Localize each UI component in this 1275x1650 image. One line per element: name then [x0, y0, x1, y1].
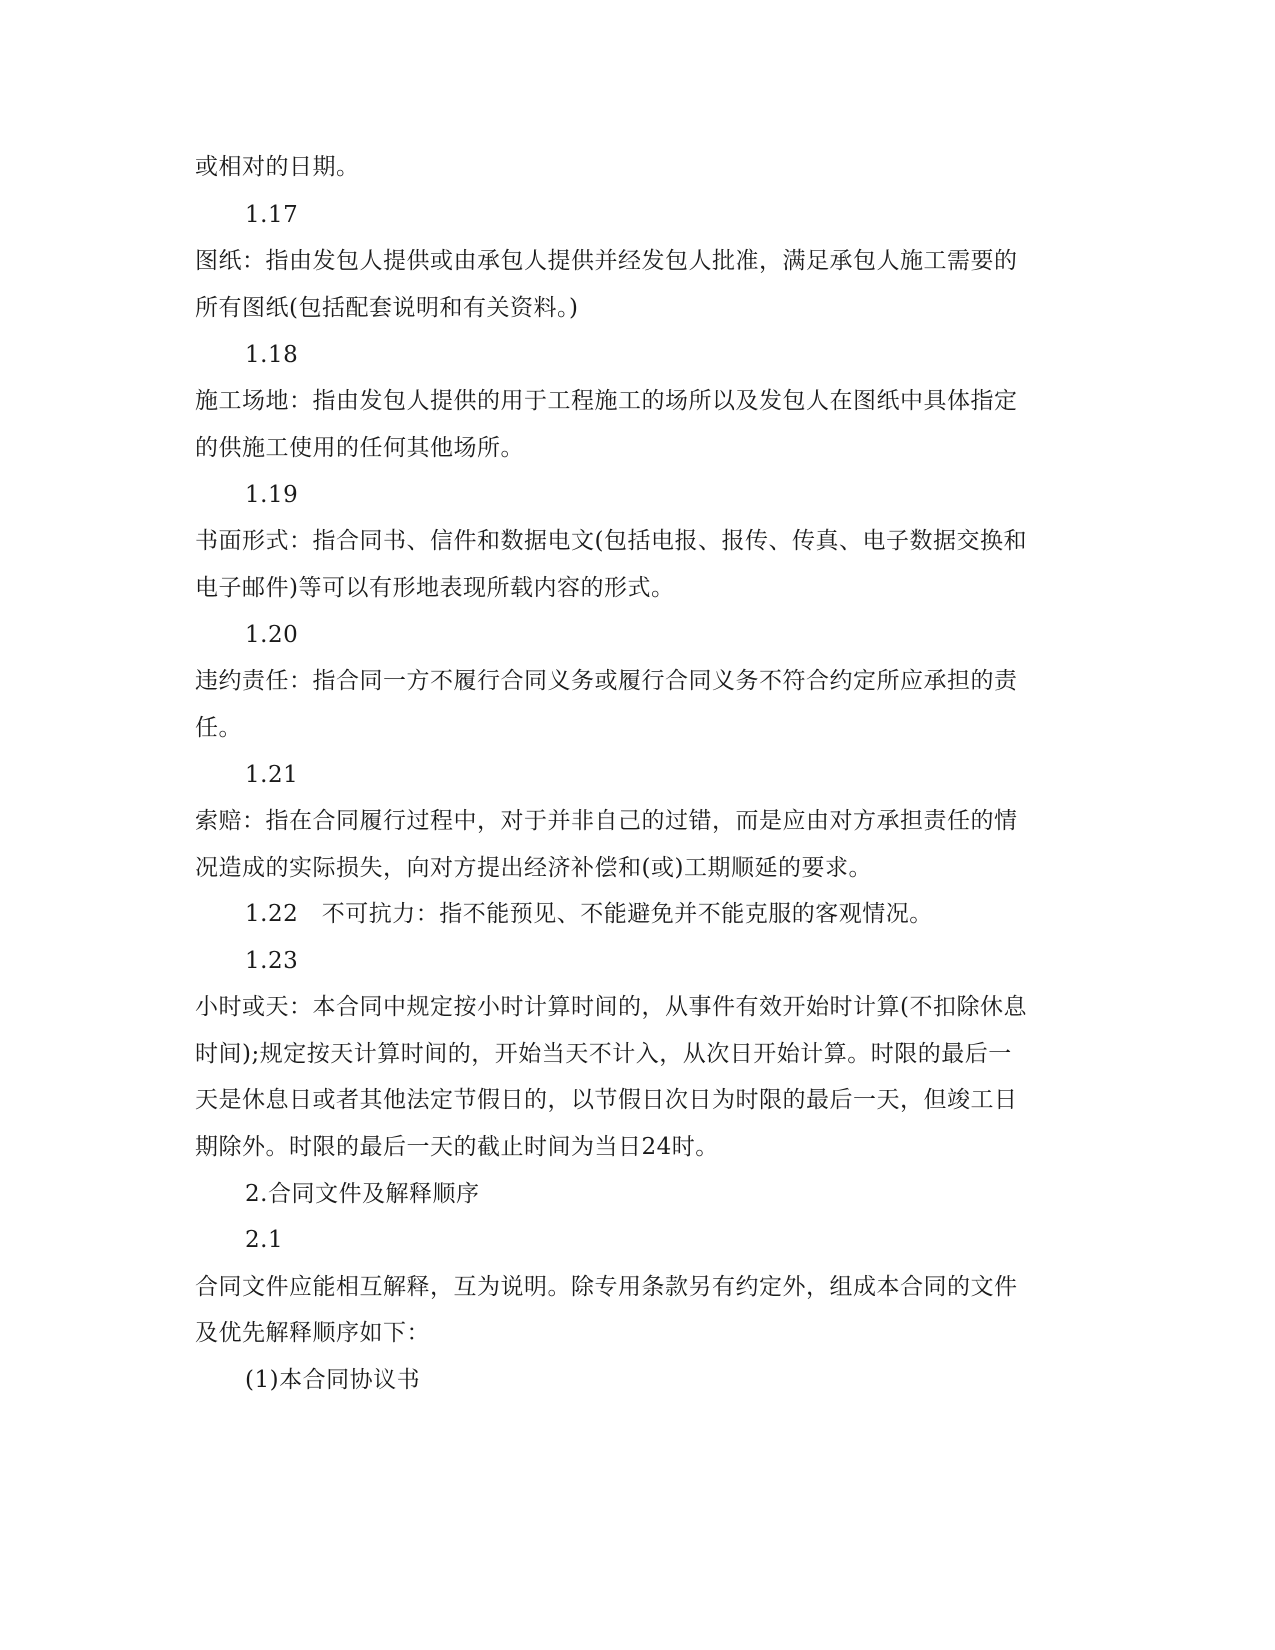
text-line: 合同文件应能相互解释，互为说明。除专用条款另有约定外，组成本合同的文件	[195, 1274, 1018, 1300]
text-line: 违约责任：指合同一方不履行合同义务或履行合同义务不符合约定所应承担的责	[195, 668, 1018, 694]
clause-number: 1.21	[245, 762, 299, 788]
text-line: 的供施工使用的任何其他场所。	[195, 435, 524, 461]
clause-number: 1.18	[245, 342, 299, 368]
list-item: (1)本合同协议书	[245, 1367, 421, 1393]
text-line: 施工场地：指由发包人提供的用于工程施工的场所以及发包人在图纸中具体指定	[195, 388, 1018, 414]
clause-line: 1.22 不可抗力：指不能预见、不能避免并不能克服的客观情况。	[245, 901, 933, 927]
text-line: 或相对的日期。	[195, 154, 360, 180]
text-line: 索赔：指在合同履行过程中，对于并非自己的过错，而是应由对方承担责任的情	[195, 808, 1018, 834]
clause-number: 1.19	[245, 482, 299, 508]
text-line: 天是休息日或者其他法定节假日的，以节假日次日为时限的最后一天，但竣工日	[195, 1087, 1018, 1113]
text-line: 电子邮件)等可以有形地表现所载内容的形式。	[195, 575, 675, 601]
text-line: 期除外。时限的最后一天的截止时间为当日24时。	[195, 1134, 719, 1160]
clause-number: 1.17	[245, 202, 299, 228]
text-line: 时间);规定按天计算时间的，开始当天不计入，从次日开始计算。时限的最后一	[195, 1041, 1012, 1067]
text-line: 书面形式：指合同书、信件和数据电文(包括电报、报传、传真、电子数据交换和	[195, 528, 1027, 554]
text-line: 小时或天：本合同中规定按小时计算时间的，从事件有效开始时计算(不扣除休息	[195, 994, 1027, 1020]
text-line: 所有图纸(包括配套说明和有关资料。)	[195, 295, 579, 321]
text-line: 任。	[195, 715, 242, 741]
text-line: 及优先解释顺序如下：	[195, 1320, 430, 1346]
clause-number: 2.1	[245, 1227, 284, 1253]
section-heading: 2.合同文件及解释顺序	[245, 1181, 480, 1207]
clause-number: 1.20	[245, 622, 299, 648]
clause-number: 1.23	[245, 948, 299, 974]
text-line: 图纸：指由发包人提供或由承包人提供并经发包人批准，满足承包人施工需要的	[195, 248, 1018, 274]
text-line: 况造成的实际损失，向对方提出经济补偿和(或)工期顺延的要求。	[195, 855, 872, 881]
